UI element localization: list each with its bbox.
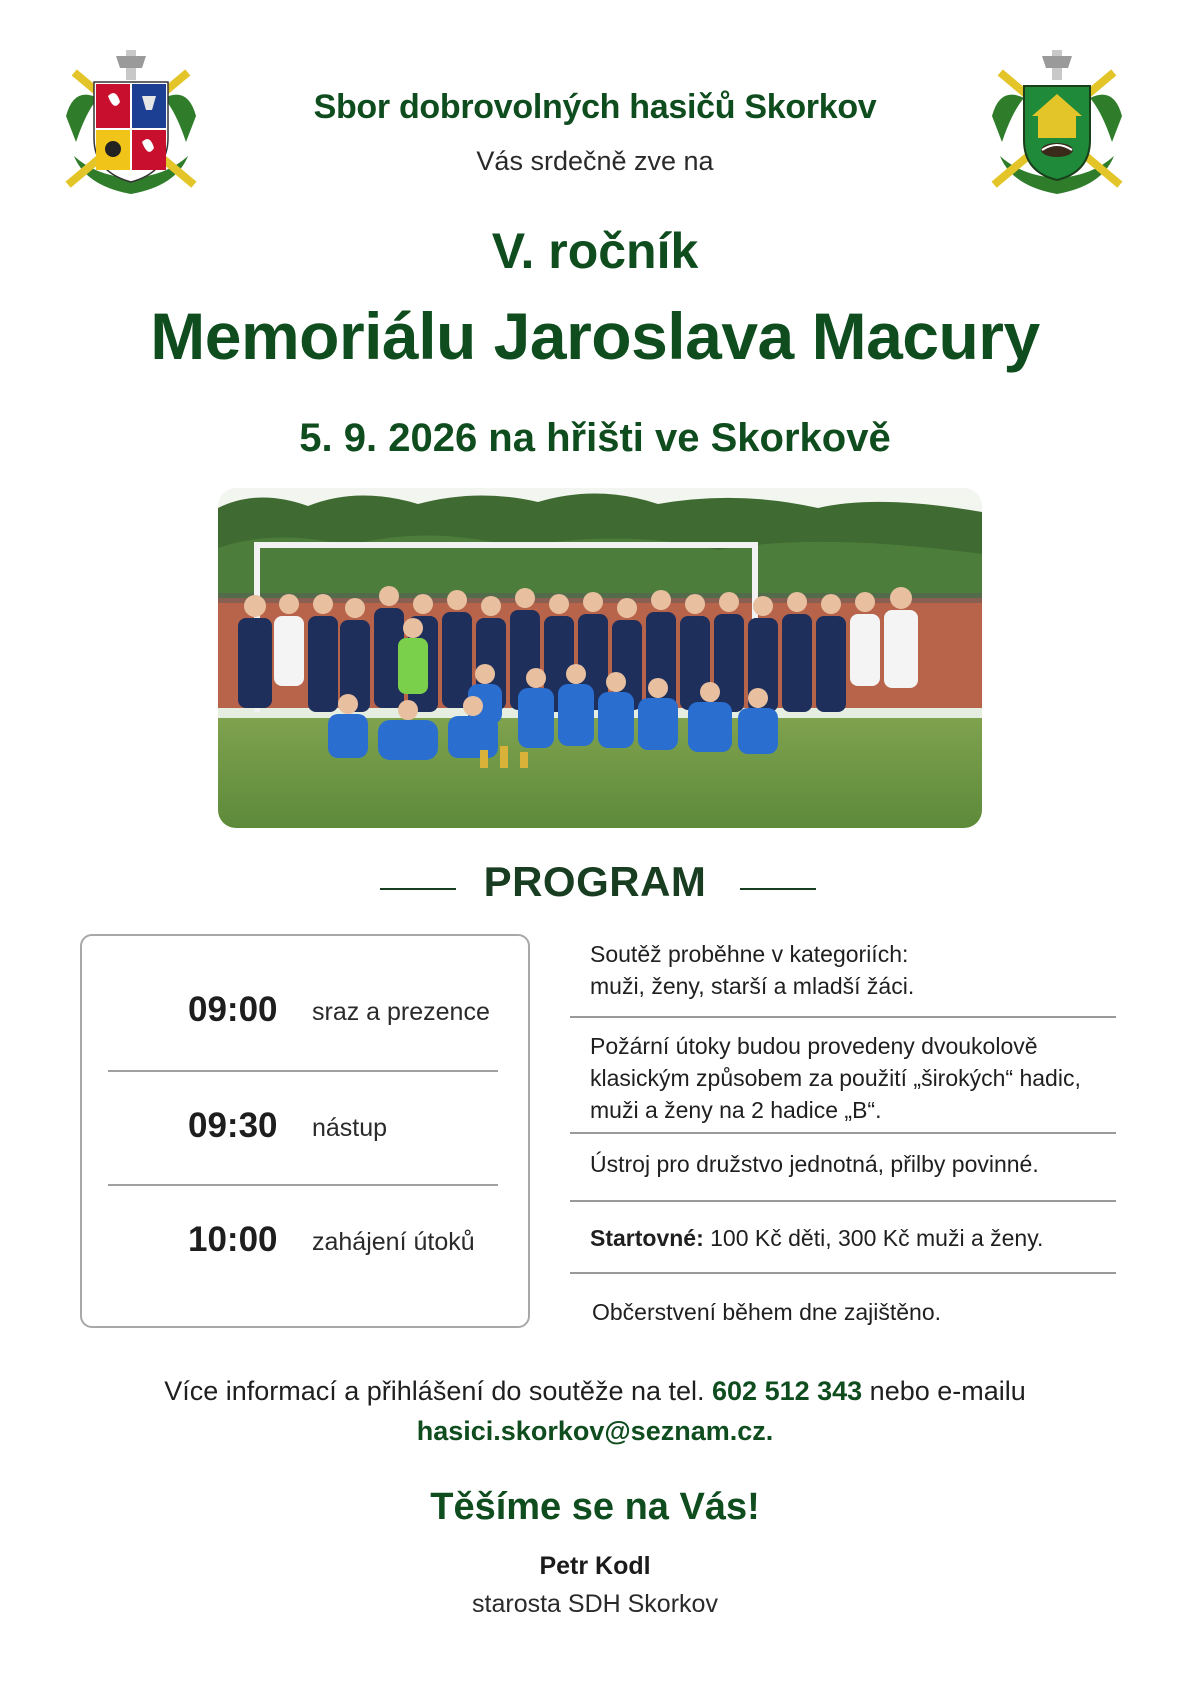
invitation-line: Vás srdečně zve na	[476, 146, 714, 176]
schedule-row	[108, 1072, 498, 1184]
info-attack-rules: Požární útoky budou provedeny dvoukolově klasickým způsobem za použití „širokých“ hadic, muži a ženy na 2 hadice „B“.	[590, 1033, 1081, 1123]
program-heading: PROGRAM	[483, 858, 707, 905]
email-link[interactable]: hasici.skorkov@seznam.cz.	[416, 1416, 774, 1446]
schedule-time: 09:30	[188, 1106, 278, 1145]
info-divider	[570, 1132, 1116, 1134]
info-uniform: Ústroj pro družstvo jednotná, přilby povinné.	[590, 1151, 1039, 1177]
fee-text: 100 Kč děti, 300 Kč muži a ženy.	[703, 1225, 1044, 1251]
schedule-activity: zahájení útoků	[312, 1228, 475, 1256]
date-and-place: 5. 9. 2026 na hřišti ve Skorkově	[299, 416, 891, 460]
closing-greeting: Těšíme se na Vás!	[430, 1486, 760, 1528]
edition-label: V. ročník	[491, 223, 699, 279]
schedule-row	[108, 956, 498, 1068]
contact-text: Více informací a přihlášení do soutěže na tel.	[164, 1376, 713, 1406]
info-divider	[570, 1272, 1116, 1274]
contact-text-after: nebo e-mailu	[862, 1376, 1026, 1406]
event-title: Memoriálu Jaroslava Macury	[150, 299, 1040, 373]
info-fee	[590, 1222, 1110, 1254]
info-categories: Soutěž proběhne v kategoriích: muži, ženy, starší a mladší žáci.	[590, 941, 915, 999]
organization-name: Sbor dobrovolných hasičů Skorkov	[313, 88, 877, 126]
info-divider	[570, 1200, 1116, 1202]
team-group-photo	[218, 488, 982, 828]
schedule-time: 10:00	[188, 1220, 278, 1259]
phone-number[interactable]: 602 512 343	[712, 1376, 863, 1406]
schedule-activity: sraz a prezence	[312, 998, 490, 1026]
schedule-activity: nástup	[312, 1114, 388, 1142]
signer-name: Petr Kodl	[539, 1552, 651, 1580]
contact-line	[0, 1376, 1190, 1407]
program-rule-right	[740, 888, 816, 890]
schedule-row	[108, 1186, 498, 1298]
fee-label: Startovné:	[590, 1225, 704, 1251]
schedule-time: 09:00	[188, 990, 278, 1029]
signer-role: starosta SDH Skorkov	[472, 1590, 718, 1618]
info-refreshment: Občerstvení během dne zajištěno.	[592, 1299, 942, 1325]
schedule-box	[80, 934, 530, 1328]
info-divider	[570, 1016, 1116, 1018]
